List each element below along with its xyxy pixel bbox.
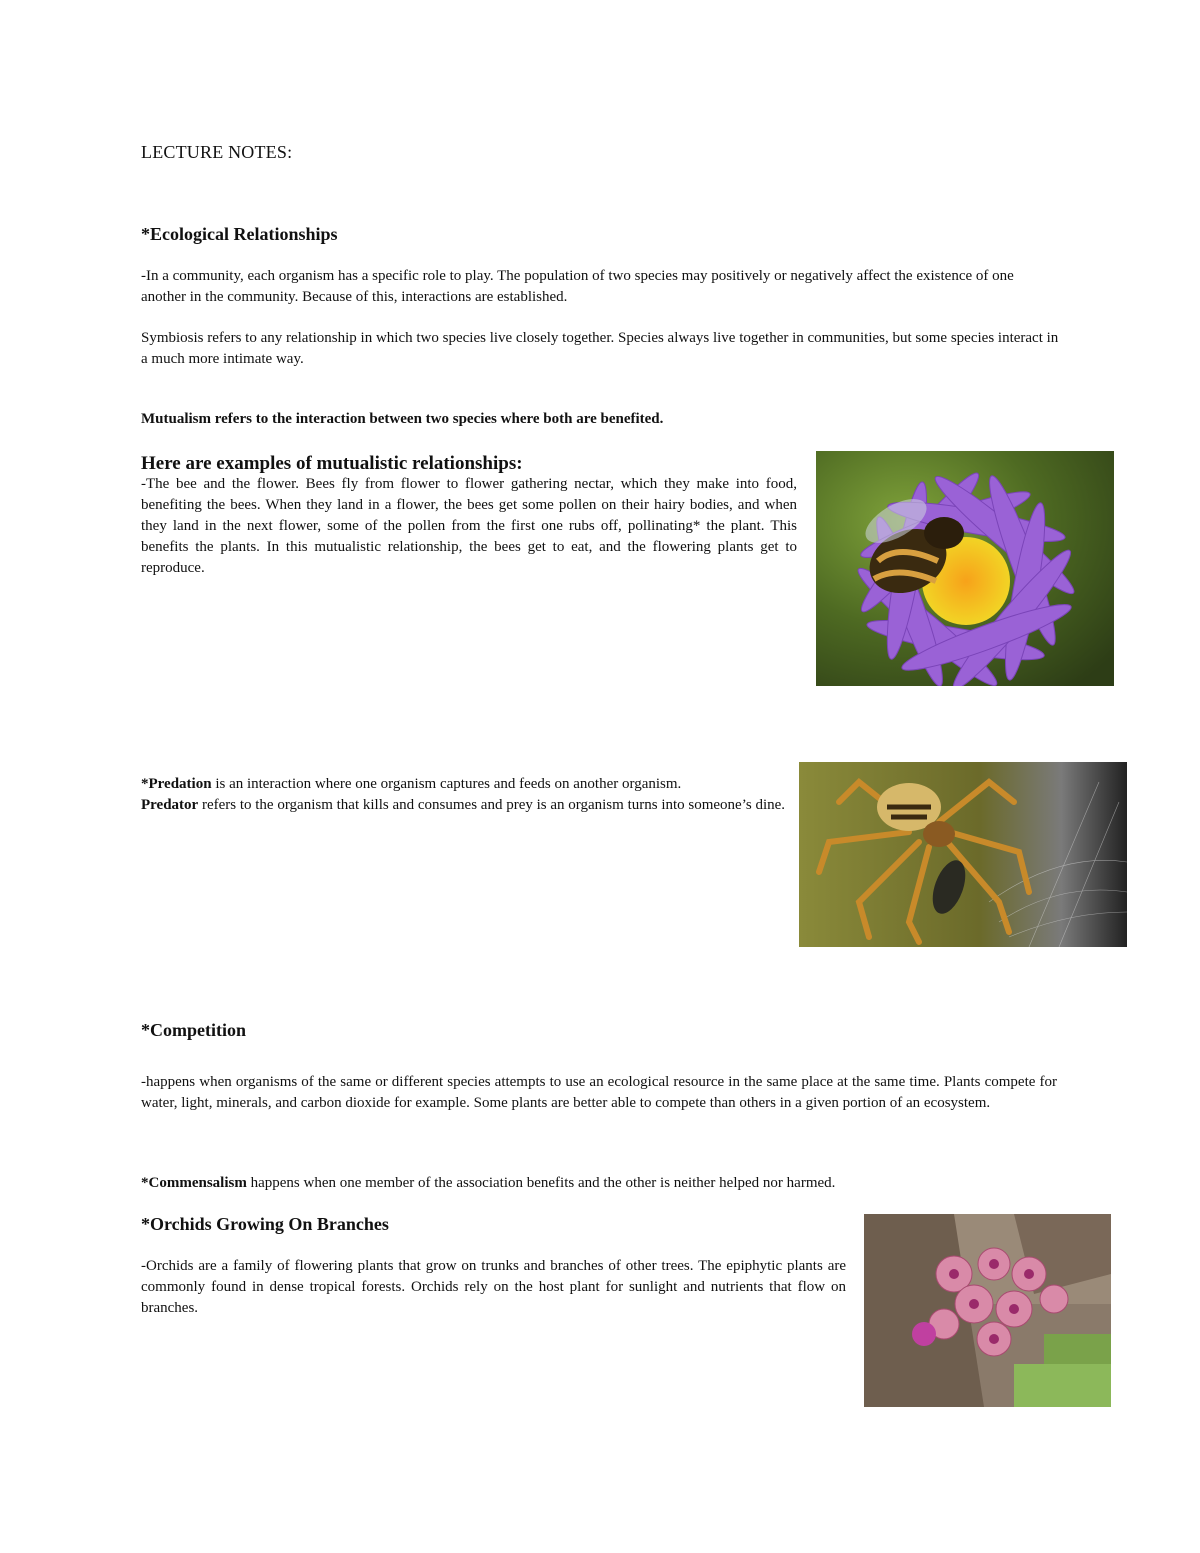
mutualism-examples-heading: Here are examples of mutualistic relationships:	[141, 453, 523, 474]
competition-paragraph: -happens when organisms of the same or different species attempts to use an ecological resource in the same place at the same time. Plants compete for water, light, minerals, and carbon dioxide for example. Some plants are better able to compete than others in a given portion of an ecosystem.	[141, 1074, 1057, 1111]
orchids-paragraph: -Orchids are a family of flowering plants that grow on trunks and branches of other trees. The epiphytic plants are commonly found in dense tropical forests. Orchids rely on the host plant for sunlight and nutrients that flow on branches.	[141, 1258, 846, 1316]
orchids-photo	[864, 1214, 1111, 1407]
commensalism-definition: happens when one member of the association benefits and the other is neither helped nor harmed.	[246, 1175, 836, 1191]
bee-flower-photo	[816, 451, 1114, 686]
predation-term: *Predation	[141, 776, 212, 792]
predator-term: Predator	[141, 797, 199, 813]
mutualism-definition: Mutualism refers to the interaction between two species where both are benefited.	[141, 411, 664, 427]
predation-paragraph	[141, 774, 786, 816]
ecological-heading: *Ecological Relationships	[141, 224, 338, 244]
ecological-paragraph-1: -In a community, each organism has a specific role to play. The population of two species may positively or negatively affect the existence of one another in the community. Because of this, interactions are established.	[141, 268, 1014, 305]
page-title: LECTURE NOTES:	[141, 142, 293, 162]
symbiosis-paragraph: Symbiosis refers to any relationship in which two species live closely together. Species always live together in communities, but some species interact in a much more intimate way.	[141, 330, 1059, 367]
bee-flower-example: -The bee and the flower. Bees fly from flower to flower gathering nectar, which they make into food, benefiting the bees. When they land in a flower, the bees get some pollen on their hairy bodies, and when they land in the next flower, some of the pollen from the first one rubs off, pollinating* the plant. This benefits the plants. In this mutualistic relationship, the bees get to eat, and the flowering plants get to reproduce.	[141, 476, 797, 576]
orchids-heading: *Orchids Growing On Branches	[141, 1214, 389, 1234]
predation-definition: is an interaction where one organism captures and feeds on another organism.	[211, 776, 682, 792]
commensalism-term: *Commensalism	[141, 1175, 247, 1191]
commensalism-paragraph	[141, 1173, 1059, 1194]
competition-heading: *Competition	[141, 1020, 246, 1040]
predator-definition: refers to the organism that kills and consumes and prey is an organism turns into someone’s dine.	[198, 797, 786, 813]
spider-prey-photo	[799, 762, 1127, 947]
